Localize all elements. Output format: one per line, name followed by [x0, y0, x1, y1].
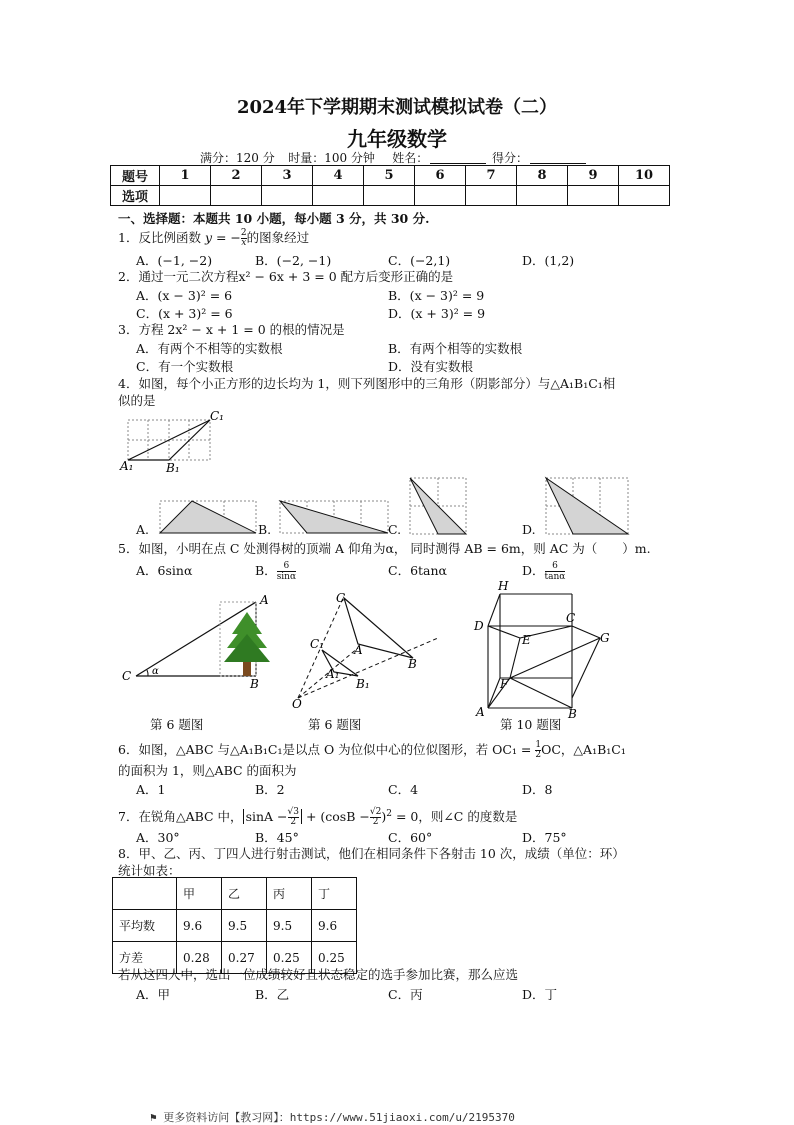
q1-option-c[interactable]: C．(−2,1) — [388, 253, 451, 268]
q6-stem-b: OC，△A₁B₁C₁ — [541, 742, 626, 757]
q5-b-frac-num: 6 — [277, 561, 296, 572]
q7-stem-b: = 0，则∠C 的度数是 — [395, 809, 518, 825]
label-c1: C₁ — [210, 409, 224, 423]
q7-sqrt3: √3 — [287, 807, 299, 818]
q7-option-c[interactable]: C．60° — [388, 830, 433, 845]
q6-option-a[interactable]: A．1 — [136, 782, 166, 797]
q3-option-b[interactable]: B．有两个相等的实数根 — [388, 341, 523, 356]
q4-option-b-figure[interactable] — [270, 495, 390, 535]
answer-cell[interactable] — [313, 186, 364, 206]
answer-grid-number: 5 — [364, 166, 415, 186]
answer-grid-answer-row — [111, 186, 670, 206]
answer-cell[interactable] — [364, 186, 415, 206]
q7-abs-group — [243, 807, 302, 828]
cube-label-d: D — [474, 619, 484, 633]
answer-cell[interactable] — [211, 186, 262, 206]
question-4-line1: 4．如图，每个小正方形的边长均为 1，则下列图形中的三角形（阴影部分）与△A₁B₁C₁相 — [118, 376, 616, 391]
stats-cell: 9.6 — [312, 910, 357, 942]
exam-subtitle: 九年级数学 — [347, 127, 447, 151]
stats-cell: 9.6 — [177, 910, 222, 942]
stats-header-cell: 丁 — [312, 878, 357, 910]
figure-caption-1: 第 6 题图 — [150, 717, 204, 732]
cube-label-e: E — [522, 633, 531, 647]
answer-cell[interactable] — [568, 186, 619, 206]
answer-grid-number: 1 — [160, 166, 211, 186]
cube-label-g: G — [600, 631, 610, 645]
q2-option-c[interactable]: C．(x + 3)² = 6 — [136, 306, 233, 321]
tree-label-c: C — [122, 669, 132, 683]
flag-icon: ⚑ — [150, 1111, 164, 1124]
q7-sin-part: sinA − — [245, 809, 288, 825]
q1-frac-den: x — [241, 238, 247, 248]
stats-cell: 0.27 — [222, 942, 267, 974]
q5-option-d-label: D． — [522, 563, 545, 578]
stats-header-cell — [113, 878, 177, 910]
q3-option-a[interactable]: A．有两个不相等的实数根 — [136, 341, 283, 356]
hom-label-o: O — [292, 697, 302, 711]
answer-grid-label: 题号 — [111, 166, 160, 186]
q7-den-2: 2 — [372, 817, 379, 828]
stats-cell: 平均数 — [113, 910, 177, 942]
q1-option-a[interactable]: A．(−1, −2) — [136, 253, 213, 268]
q7-option-d[interactable]: D．75° — [522, 830, 567, 845]
q6-stem-a: 6．如图，△ABC 与△A₁B₁C₁是以点 O 为位似中心的位似图形，若 OC₁ = — [118, 742, 536, 757]
q7-option-a[interactable]: A．30° — [136, 830, 180, 845]
answer-grid-number: 2 — [211, 166, 262, 186]
q3-option-c[interactable]: C．有一个实数根 — [136, 359, 234, 374]
exam-title: 2024年下学期期末测试模拟试卷（二） — [236, 97, 558, 118]
stats-cell: 0.25 — [267, 942, 312, 974]
hom-label-a: A — [354, 643, 363, 657]
figure-caption-3: 第 10 题图 — [500, 717, 562, 732]
cube-label-b: B — [568, 707, 577, 721]
hom-label-c1: C₁ — [310, 637, 324, 651]
q5-option-b[interactable] — [255, 561, 296, 582]
answer-cell[interactable] — [415, 186, 466, 206]
answer-grid-number: 7 — [466, 166, 517, 186]
q5-b-fraction — [277, 561, 296, 582]
q8-option-d[interactable]: D．丁 — [522, 987, 558, 1002]
tree-label-a: A — [260, 593, 269, 607]
q4-option-a[interactable]: A. — [136, 522, 150, 537]
q8-option-a[interactable]: A．甲 — [136, 987, 171, 1002]
q4-option-c-figure[interactable] — [400, 474, 470, 536]
q5-b-frac-den: sinα — [276, 572, 297, 582]
q7-cos-part: cosB − — [325, 809, 370, 825]
q4-option-d[interactable]: D. — [522, 522, 536, 537]
answer-grid-number: 8 — [517, 166, 568, 186]
q7-sqrt2-fraction — [370, 808, 381, 827]
stats-cell: 9.5 — [267, 910, 312, 942]
question-1 — [118, 229, 309, 248]
q1-option-b[interactable]: B．(−2, −1) — [255, 253, 332, 268]
section-heading: 一、选择题：本题共 10 小题，每小题 3 分，共 30 分. — [118, 211, 430, 226]
q6-frac-num: 1 — [535, 740, 542, 750]
tree-icon — [224, 612, 270, 676]
question-8-line2: 统计如表： — [118, 863, 181, 878]
full-score: 满分：120 分 — [200, 151, 275, 165]
answer-grid-number: 9 — [568, 166, 619, 186]
stats-cell: 0.25 — [312, 942, 357, 974]
label-b1: B₁ — [166, 461, 180, 475]
q4-option-d-figure[interactable] — [536, 474, 632, 536]
figure-caption-2: 第 6 题图 — [308, 717, 362, 732]
stats-table — [112, 877, 357, 974]
q1-stem-pre: 1．反比例函数 — [118, 230, 205, 245]
alpha-arc — [147, 670, 148, 676]
question-6-line2: 的面积为 1，则△ABC 的面积为 — [118, 763, 297, 778]
q7-den-1: 2 — [290, 817, 297, 828]
stats-cell: 9.5 — [222, 910, 267, 942]
q6-frac-den: 2 — [535, 750, 542, 760]
q7-option-b[interactable]: B．45° — [255, 830, 299, 845]
hom-label-b: B — [408, 657, 417, 671]
q5-option-a[interactable]: A．6sinα — [136, 563, 193, 578]
question-8-question: 若从这四人中，选出一位成绩较好且状态稳定的选手参加比赛，那么应选 — [118, 967, 519, 982]
answer-grid-header-row — [111, 166, 670, 186]
label-a1: A₁ — [120, 459, 134, 473]
answer-cell[interactable] — [262, 186, 313, 206]
q1-stem-post: 的图象经过 — [246, 230, 310, 245]
answer-grid-number: 4 — [313, 166, 364, 186]
homothety-figure — [288, 588, 448, 711]
stats-header-cell: 甲 — [177, 878, 222, 910]
answer-grid-number: 3 — [262, 166, 313, 186]
tree-label-alpha: α — [152, 666, 159, 677]
q4-option-c[interactable]: C. — [388, 522, 402, 537]
q6-option-d[interactable]: D．8 — [522, 782, 553, 797]
stats-row-mean — [113, 910, 357, 942]
answer-cell[interactable] — [466, 186, 517, 206]
stats-header-row — [113, 878, 357, 910]
answer-grid-label: 选项 — [111, 186, 160, 206]
cube-label-h: H — [498, 579, 509, 593]
answer-grid-number: 6 — [415, 166, 466, 186]
q3-option-d[interactable]: D．没有实数根 — [388, 359, 474, 374]
cube-label-f: F — [500, 677, 509, 691]
name-label: 姓名： — [392, 151, 429, 165]
q4-reference-figure — [118, 409, 228, 475]
score-label: 得分： — [492, 151, 529, 165]
q8-option-b[interactable]: B．乙 — [255, 987, 290, 1002]
question-3: 3．方程 2x² − x + 1 = 0 的根的情况是 — [118, 322, 345, 337]
answer-cell[interactable] — [517, 186, 568, 206]
q8-option-c[interactable]: C．丙 — [388, 987, 423, 1002]
footer-text: 更多资料访问【教习网】：https://www.51jiaoxi.com/u/2195370 — [163, 1111, 515, 1124]
question-2: 2．通过一元二次方程x² − 6x + 3 = 0 配方后变形正确的是 — [118, 269, 454, 284]
hom-label-a1: A₁ — [326, 667, 340, 681]
stats-cell: 0.28 — [177, 942, 222, 974]
q6-option-b[interactable]: B．2 — [255, 782, 285, 797]
exam-info — [200, 149, 588, 166]
q4-option-a-figure[interactable] — [150, 495, 262, 535]
question-8-line1: 8．甲、乙、丙、丁四人进行射击测试，他们在相同条件下各射击 10 次，成绩（单位：环） — [118, 846, 625, 861]
q5-option-b-label: B． — [255, 563, 277, 578]
answer-grid — [110, 165, 670, 206]
q7-sqrt3-fraction — [288, 808, 299, 827]
q7-stem-a: 7．在锐角△ABC 中， — [118, 809, 243, 825]
name-blank[interactable] — [430, 151, 486, 164]
q2-option-a[interactable]: A．(x − 3)² = 6 — [136, 288, 233, 303]
q1-option-d[interactable]: D．(1,2) — [522, 253, 575, 268]
stats-header-cell: 丙 — [267, 878, 312, 910]
answer-grid-number: 10 — [619, 166, 670, 186]
cube-label-c: C — [566, 611, 576, 625]
q5-d-frac-den: tanα — [544, 572, 566, 582]
q1-frac-num: 2 — [240, 228, 247, 238]
footer-link[interactable] — [150, 1109, 515, 1125]
q4-option-b[interactable]: B. — [258, 522, 272, 537]
exam-time: 时量：100 分钟 — [288, 151, 375, 165]
score-blank[interactable] — [530, 151, 586, 164]
q1-func: y = − — [204, 230, 241, 245]
tree-label-b: B — [250, 677, 259, 691]
hom-label-b1: B₁ — [356, 677, 370, 691]
q5-d-frac-num: 6 — [545, 561, 566, 572]
stats-header-cell: 乙 — [222, 878, 267, 910]
cube-label-a: A — [476, 705, 485, 719]
answer-cell[interactable] — [160, 186, 211, 206]
cube-figure — [470, 578, 620, 721]
stats-cell: 方差 — [113, 942, 177, 974]
q4-a-triangle — [160, 501, 256, 533]
hom-label-c: C — [336, 591, 346, 605]
q5-option-c[interactable]: C．6tanα — [388, 563, 447, 578]
q6-option-c[interactable]: C．4 — [388, 782, 419, 797]
question-6-line1 — [118, 741, 626, 760]
answer-cell[interactable] — [619, 186, 670, 206]
question-5: 5．如图，小明在点 C 处测得树的顶端 A 仰角为α， 同时测得 AB = 6m，则 AC 为（ ）m. — [118, 541, 651, 556]
question-7: 7．在锐角△ABC 中， sinA − $\frac{√3}{2}$ + (cosB − $\frac{√2}{2}$ )$^2$ = 0，则∠C 的度数是 — [118, 807, 518, 828]
q2-option-b[interactable]: B．(x − 3)² = 9 — [388, 288, 485, 303]
q2-option-d[interactable]: D．(x + 3)² = 9 — [388, 306, 486, 321]
tree-figure — [120, 590, 280, 700]
q7-sqrt2: √2 — [369, 807, 382, 818]
question-4-line2: 似的是 — [118, 393, 156, 408]
